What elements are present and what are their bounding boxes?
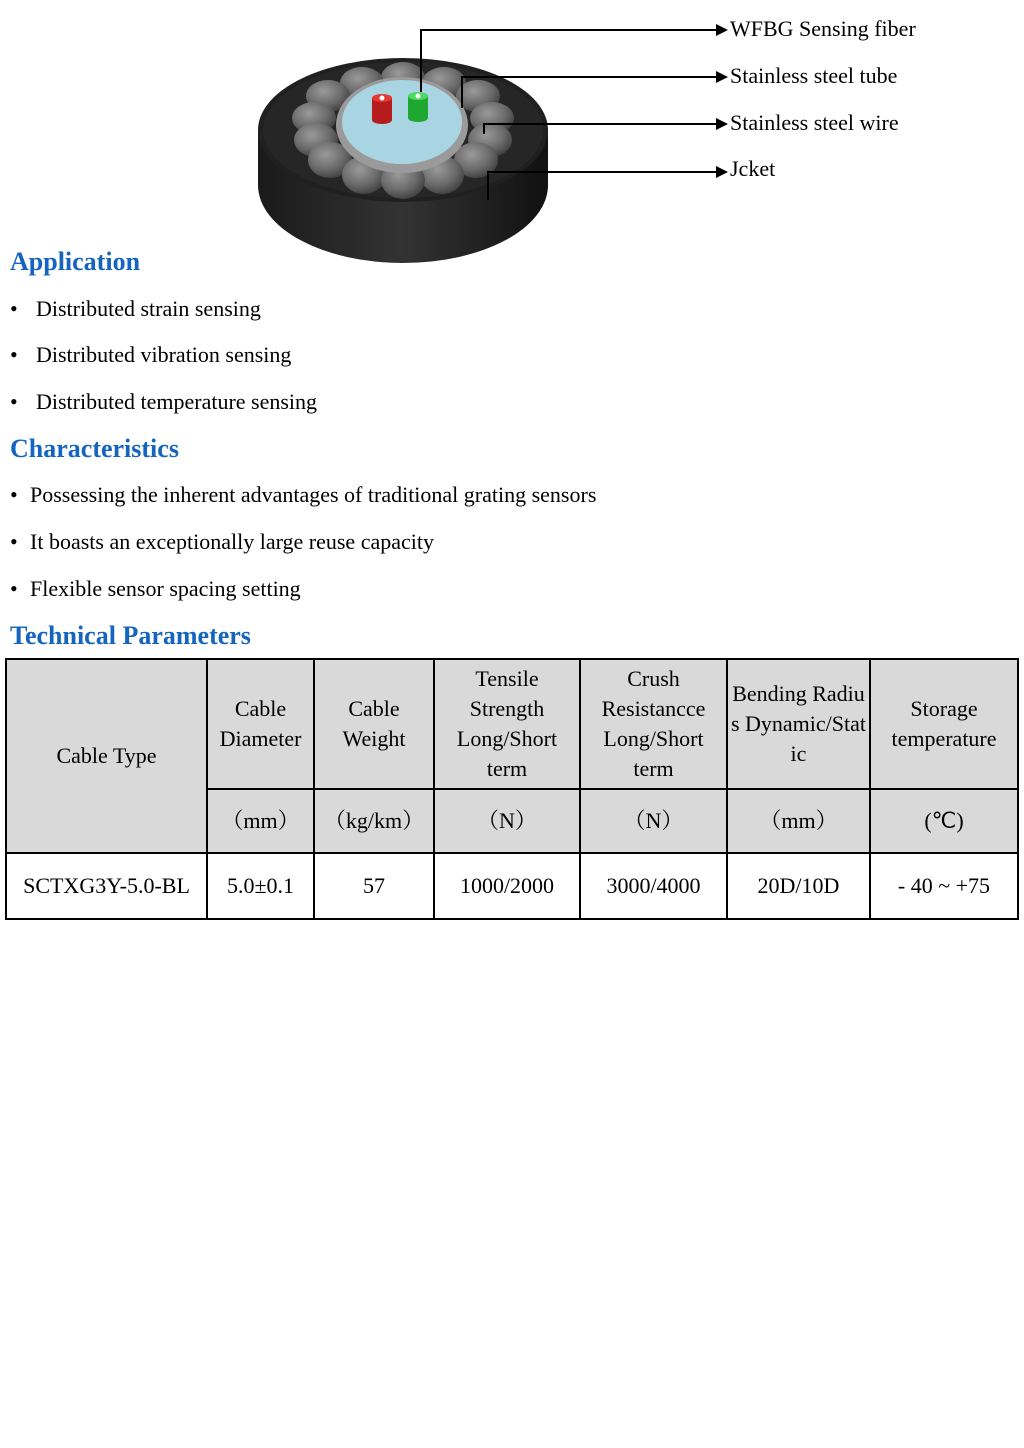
application-heading: Application: [10, 247, 141, 276]
application-item: [10, 342, 291, 368]
unit-crush-resistance: （N）: [580, 789, 727, 853]
stainless-tube: [336, 77, 468, 173]
application-item: [10, 389, 317, 415]
application-item-text: Distributed vibration sensing: [36, 342, 292, 367]
fiber-red: [372, 94, 392, 124]
cell-storage-temperature: - 40 ~ +75: [870, 853, 1018, 919]
header-tensile-strength: Tensile Strength Long/Short term: [434, 659, 580, 789]
header-storage-temperature: Storage temperature: [870, 659, 1018, 789]
cell-bending-radius: 20D/10D: [727, 853, 870, 919]
label-steel-tube: Stainless steel tube: [730, 63, 898, 88]
application-item: [10, 296, 261, 322]
characteristics-item-text: Flexible sensor spacing setting: [30, 576, 301, 601]
bullet-icon: •: [10, 482, 18, 507]
characteristics-item-text: It boasts an exceptionally large reuse capacity: [30, 529, 434, 554]
unit-tensile-strength: （N）: [434, 789, 580, 853]
unit-bending-radius: （mm）: [727, 789, 870, 853]
cell-cable-weight: 57: [314, 853, 434, 919]
bullet-icon: •: [10, 529, 18, 554]
characteristics-item-text: Possessing the inherent advantages of traditional grating sensors: [30, 482, 597, 507]
header-cable-type: Cable Type: [6, 659, 207, 853]
table-row: [6, 853, 1018, 919]
label-steel-wire: Stainless steel wire: [730, 110, 899, 135]
unit-cable-diameter: （mm）: [207, 789, 314, 853]
header-bending-radius: Bending Radius Dynamic/Static: [727, 659, 870, 789]
cell-cable-diameter: 5.0±0.1: [207, 853, 314, 919]
header-cable-diameter: Cable Diameter: [207, 659, 314, 789]
application-item-text: Distributed strain sensing: [36, 296, 261, 321]
parameters-heading: Technical Parameters: [10, 621, 251, 650]
cable-diagram: [250, 10, 1024, 265]
characteristics-heading: Characteristics: [10, 434, 179, 463]
bullet-icon: •: [10, 576, 18, 601]
bullet-icon: •: [10, 342, 18, 367]
label-jacket: Jcket: [730, 156, 776, 181]
bullet-icon: •: [10, 296, 18, 321]
characteristics-item: [10, 529, 434, 555]
parameters-table: [5, 658, 1019, 920]
table-header-row: [6, 659, 1018, 789]
header-crush-resistance: Crush Resistancce Long/Short term: [580, 659, 727, 789]
cell-tensile-strength: 1000/2000: [434, 853, 580, 919]
label-wfbg-fiber: WFBG Sensing fiber: [730, 16, 916, 41]
characteristics-item: [10, 576, 301, 602]
characteristics-item: [10, 482, 596, 508]
cable-cross-section-figure: [250, 10, 1024, 265]
unit-cable-weight: （kg/km）: [314, 789, 434, 853]
unit-storage-temperature: (℃): [870, 789, 1018, 853]
cell-cable-type: SCTXG3Y-5.0-BL: [6, 853, 207, 919]
application-item-text: Distributed temperature sensing: [36, 389, 318, 414]
cell-crush-resistance: 3000/4000: [580, 853, 727, 919]
fiber-green: [408, 92, 428, 122]
header-cable-weight: Cable Weight: [314, 659, 434, 789]
bullet-icon: •: [10, 389, 18, 414]
